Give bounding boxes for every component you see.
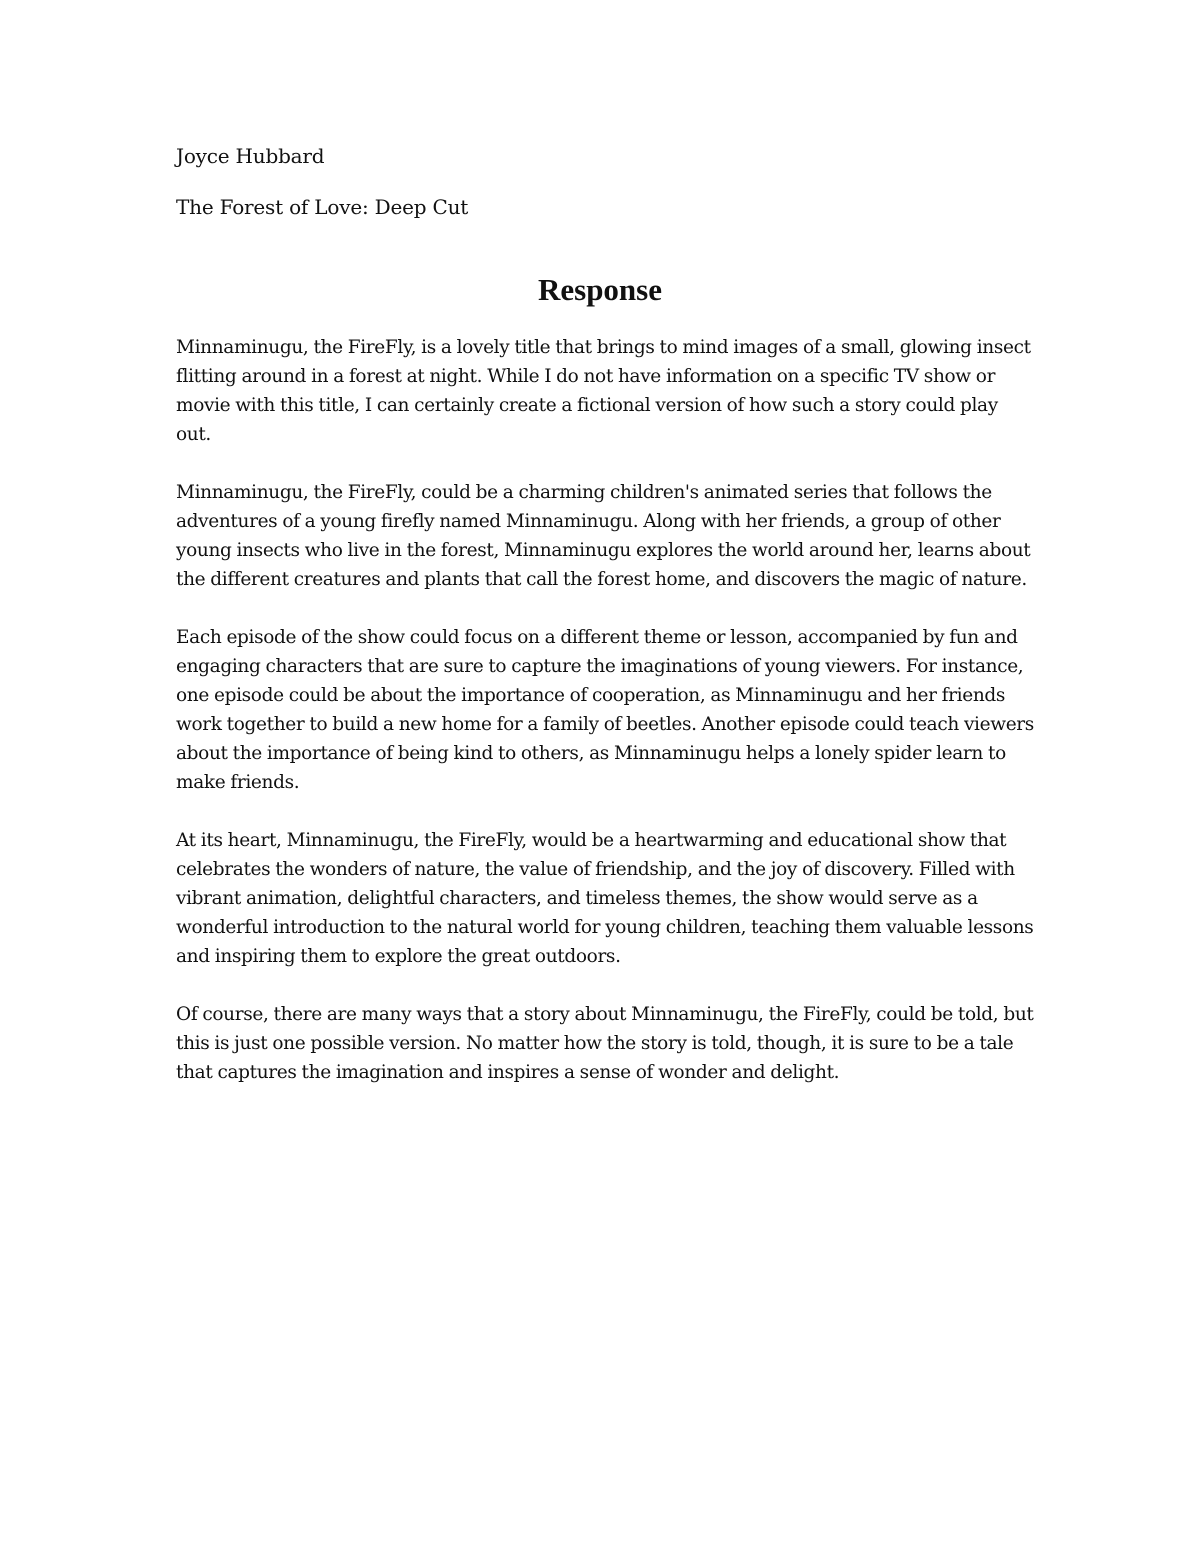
document-subtitle: The Forest of Love: Deep Cut [176,195,469,219]
author-name: Joyce Hubbard [176,144,325,168]
document-body [176,333,1036,1116]
body-paragraph-2: Minnaminugu, the FireFly, could be a charming children's animated series that follows the adventures of a young firefly named Minnaminugu. Along with her friends, a group of other young insects who live in the forest, Minnaminugu explores the world around her, learns about the different creatures and plants that call the forest home, and discovers the magic of nature. [176,482,1031,590]
body-paragraph-4: At its heart, Minnaminugu, the FireFly, would be a heartwarming and educational show that celebrates the wonders of nature, the value of friendship, and the joy of discovery. Filled with vibrant animation, delightful characters, and timeless themes, the show would serve as a wonderful introduction to the natural world for young children, teaching them valuable lessons and inspiring them to explore the great outdoors. [176,830,1034,967]
body-paragraph-1: Minnaminugu, the FireFly, is a lovely title that brings to mind images of a small, glowing insect flitting around in a forest at night. While I do not have information on a specific TV show or movie with this title, I can certainly create a fictional version of how such a story could play out. [176,337,1031,445]
body-paragraph-5: Of course, there are many ways that a story about Minnaminugu, the FireFly, could be told, but this is just one possible version. No matter how the story is told, though, it is sure to be a tale that captures the imagination and inspires a sense of wonder and delight. [176,1004,1034,1083]
body-paragraph-3: Each episode of the show could focus on a different theme or lesson, accompanied by fun and engaging characters that are sure to capture the imaginations of young viewers. For instance, one episode could be about the importance of cooperation, as Minnaminugu and her friends work together to build a new home for a family of beetles. Another episode could teach viewers about the importance of being kind to others, as Minnaminugu helps a lonely spider learn to make friends. [176,627,1034,793]
page-title: Response [537,272,662,307]
